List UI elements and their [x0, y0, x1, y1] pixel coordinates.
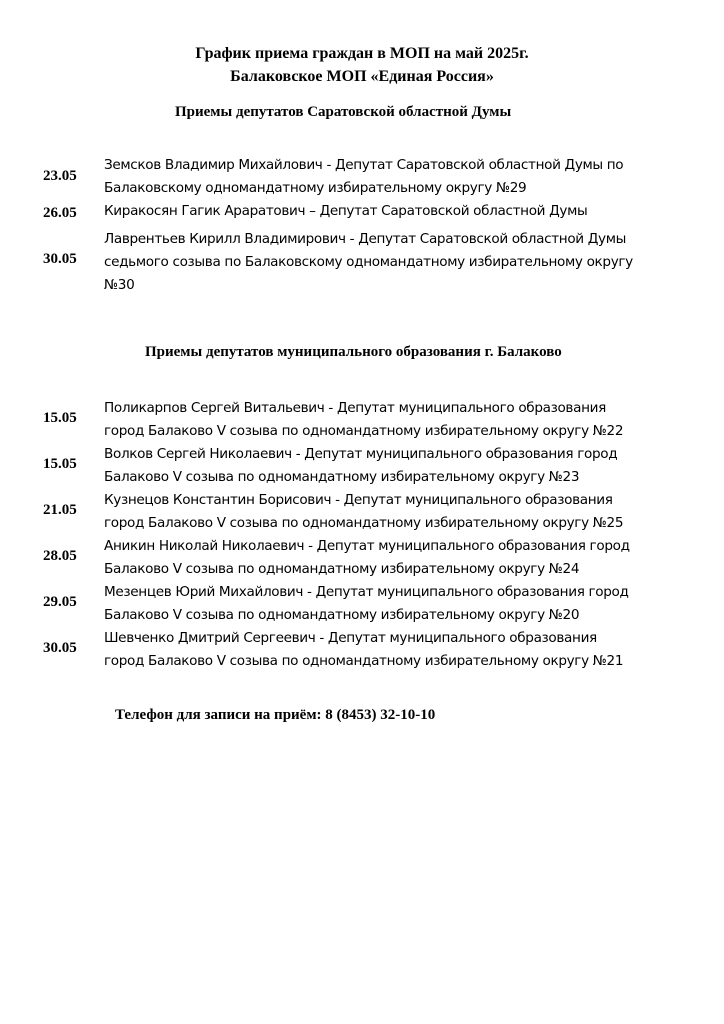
entry-text — [104, 489, 684, 535]
entry-text — [104, 228, 684, 297]
section-heading-regional-duma: Приемы депутатов Саратовской областной Думы — [175, 104, 512, 120]
entry-text-line: город Балаково V созыва по одномандатному избирательному округу №21 — [104, 653, 624, 669]
entry-text-line: Лаврентьев Кирилл Владимирович - Депутат Саратовской областной Думы — [104, 231, 627, 247]
entry-text-line: Аникин Николай Николаевич - Депутат муниципального образования город — [104, 538, 630, 554]
entry-date: 28.05 — [43, 548, 77, 564]
entry-text-line: Шевченко Дмитрий Сергеевич - Депутат муниципального образования — [104, 630, 597, 646]
document-title: График приема граждан в МОП на май 2025г. — [195, 45, 529, 62]
entry-date: 15.05 — [43, 456, 77, 472]
entry-text — [104, 154, 684, 200]
entry-text-line: №30 — [104, 277, 135, 293]
entry-text — [104, 535, 684, 581]
entry-text — [104, 200, 684, 223]
entry-text-line: Мезенцев Юрий Михайлович - Депутат муниципального образования город — [104, 584, 629, 600]
entry-date: 26.05 — [43, 205, 77, 221]
entry-text-line: город Балаково V созыва по одномандатному избирательному округу №25 — [104, 515, 624, 531]
entry-text — [104, 581, 684, 627]
entry-text-line: Поликарпов Сергей Витальевич - Депутат муниципального образования — [104, 400, 606, 416]
section-heading-municipal: Приемы депутатов муниципального образования г. Балаково — [145, 344, 562, 360]
entry-text — [104, 443, 684, 489]
entry-date: 29.05 — [43, 594, 77, 610]
contact-phone: Телефон для записи на приём: 8 (8453) 32-10-10 — [115, 707, 436, 723]
entry-text — [104, 627, 684, 673]
entry-text-line: город Балаково V созыва по одномандатному избирательному округу №22 — [104, 423, 624, 439]
entry-text-line: Земсков Владимир Михайлович - Депутат Саратовской областной Думы по — [104, 157, 624, 173]
document-subtitle: Балаковское МОП «Единая Россия» — [230, 68, 494, 85]
entry-date: 15.05 — [43, 410, 77, 426]
entry-date: 30.05 — [43, 251, 77, 267]
entry-text-line: Балаково V созыва по одномандатному избирательному округу №20 — [104, 607, 580, 623]
entry-date: 21.05 — [43, 502, 77, 518]
entry-text-line: Волков Сергей Николаевич - Депутат муниципального образования город — [104, 446, 618, 462]
entry-text-line: Кузнецов Константин Борисович - Депутат муниципального образования — [104, 492, 613, 508]
entry-text-line: Балаковскому одномандатному избирательному округу №29 — [104, 180, 527, 196]
entry-text — [104, 397, 684, 443]
entry-text-line: седьмого созыва по Балаковскому одномандатному избирательному округу — [104, 254, 633, 270]
entry-text-line: Балаково V созыва по одномандатному избирательному округу №23 — [104, 469, 580, 485]
entry-text-line: Балаково V созыва по одномандатному избирательному округу №24 — [104, 561, 580, 577]
entry-date: 23.05 — [43, 168, 77, 184]
entry-text-line: Киракосян Гагик Араратович – Депутат Саратовской областной Думы — [104, 203, 588, 219]
entry-date: 30.05 — [43, 640, 77, 656]
